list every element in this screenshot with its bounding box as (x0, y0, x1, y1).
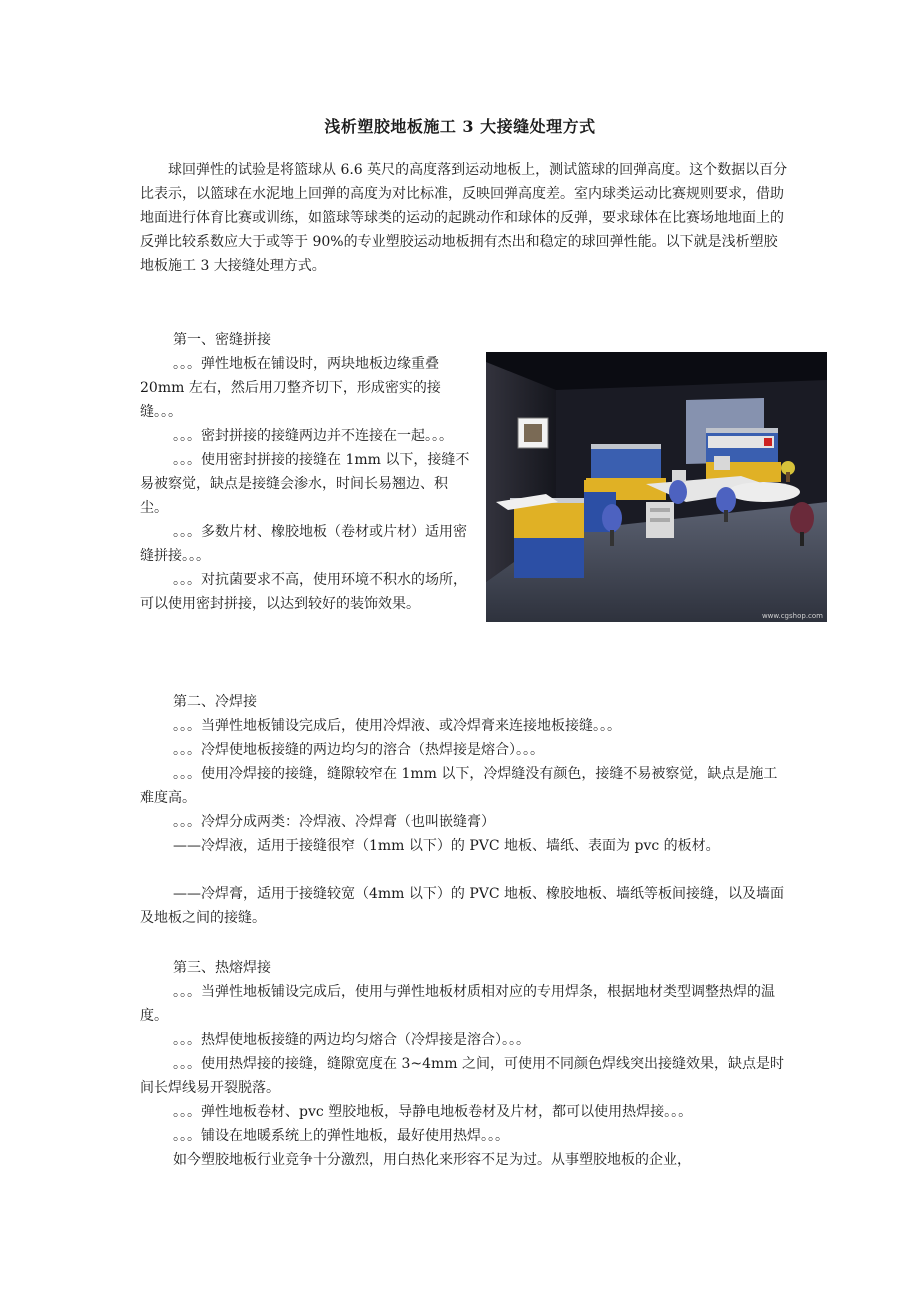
section-3-paragraph: 如今塑胶地板行业竞争十分激烈，用白热化来形容不足为过。从事塑胶地板的企业， (173, 1152, 691, 1168)
office-photo-illustration (486, 352, 827, 622)
section-1-heading: 第一、密缝拼接 (173, 332, 271, 348)
section-2-paragraph: 。。。当弹性地板铺设完成后，使用冷焊液、或冷焊膏来连接地板接缝。。。 (173, 718, 621, 734)
section-1-paragraph: 。。。密封拼接的接缝两边并不连接在一起。。。 (173, 428, 453, 444)
section-3 (140, 956, 790, 1172)
office-cubicle-photo (486, 352, 827, 622)
section-2-paragraph: 。。。冷焊分成两类：冷焊液、冷焊膏（也叫嵌缝膏） (173, 814, 495, 830)
photo-watermark: www.cgshop.com (761, 612, 823, 620)
section-3-paragraph: 。。。使用热焊接的接缝，缝隙宽度在 3~4mm 之间，可使用不同颜色焊线突出接缝效果，缺点是时间长焊线易开裂脱落。 (140, 1056, 784, 1096)
section-2-paragraph: ——冷焊液，适用于接缝很窄（1mm 以下）的 PVC 地板、墙纸、表面为 pvc 的板材。 (173, 838, 720, 854)
section-3-paragraph: 。。。铺设在地暖系统上的弹性地板，最好使用热焊。。。 (173, 1128, 509, 1144)
section-2-heading: 第二、冷焊接 (173, 694, 257, 710)
section-1-paragraph: 。。。使用密封拼接的接缝在 1mm 以下，接缝不易被察觉，缺点是接缝会渗水，时间长易翘边、积尘。 (140, 452, 470, 516)
section-3-paragraph: 。。。热焊使地板接缝的两边均匀熔合（冷焊接是溶合）。。。 (173, 1032, 530, 1048)
section-1-paragraph: 。。。弹性地板在铺设时，两块地板边缘重叠 20mm 左右，然后用刀整齐切下，形成密实的接缝。。。 (140, 356, 441, 420)
section-2-paragraph: 。。。冷焊使地板接缝的两边均匀的溶合（热焊接是熔合）。。。 (173, 742, 544, 758)
section-2-paragraph: ——冷焊膏，适用于接缝较宽（4mm 以下）的 PVC 地板、橡胶地板、墙纸等板间接缝，以及墙面及地板之间的接缝。 (140, 886, 785, 926)
document-title: 浅析塑胶地板施工 3 大接缝处理方式 (324, 117, 596, 136)
section-3-heading: 第三、热熔焊接 (173, 960, 271, 976)
section-2-paragraph: 。。。使用冷焊接的接缝，缝隙较窄在 1mm 以下，冷焊缝没有颜色，接缝不易被察觉，缺点是施工难度高。 (140, 766, 778, 806)
section-1-paragraph: 。。。对抗菌要求不高，使用环境不积水的场所，可以使用密封拼接，以达到较好的装饰效果。 (140, 572, 467, 612)
section-3-paragraph: 。。。弹性地板卷材、pvc 塑胶地板，导静电地板卷材及片材，都可以使用热焊接。。。 (173, 1104, 693, 1120)
section-1 (140, 328, 472, 616)
section-2 (140, 690, 790, 930)
intro-paragraph: 球回弹性的试验是将篮球从 6.6 英尺的高度落到运动地板上，测试篮球的回弹高度。这个数据以百分比表示，以篮球在水泥地上回弹的高度为对比标准，反映回弹高度差。室内球类运动比赛规则要求，借助地面进行体育比赛或训练，如篮球等球类的运动的起跳动作和球体的反弹，要求球体在比赛场地地面上的反弹比较系数应大于或等于 90%的专业塑胶运动地板拥有杰出和稳定的球回弹性能。以下就是浅析塑胶地板施工 3 大接缝处理方式。 (140, 162, 788, 274)
section-1-paragraph: 。。。多数片材、橡胶地板（卷材或片材）适用密缝拼接。。。 (140, 524, 467, 564)
section-3-paragraph: 。。。当弹性地板铺设完成后，使用与弹性地板材质相对应的专用焊条，根据地材类型调整热焊的温度。 (140, 984, 775, 1024)
